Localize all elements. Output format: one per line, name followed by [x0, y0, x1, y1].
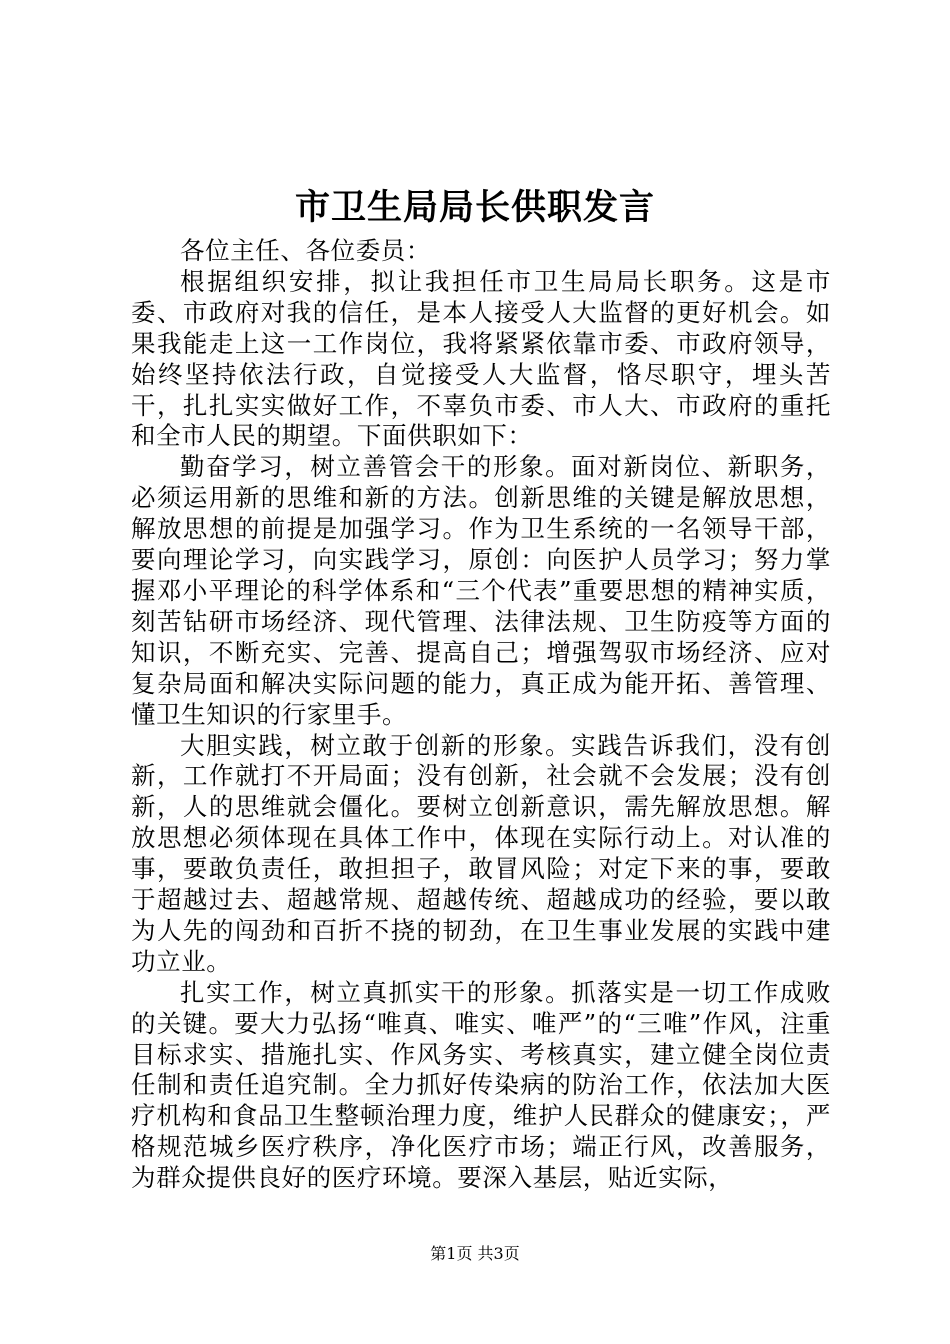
document-title: 市卫生局局长供职发言	[294, 187, 655, 228]
intro-paragraph: 根据组织安排，拟让我担任市卫生局局长职务。这是市委、市政府对我的信任，是本人接受人大监督的更好机会。如果我能走上这一工作岗位，我将紧紧依靠市委、市政府领导，始终坚持依法行政，自觉接受人大监督，恪尽职守，埋头苦干，扎扎实实做好工作，不辜负市委、市人大、市政府的重托和全市人民的期望。下面供职如下：	[131, 266, 831, 451]
study-paragraph: 勤奋学习，树立善管会干的形象。面对新岗位、新职务，必须运用新的思维和新的方法。创新思维的关键是解放思想，解放思想的前提是加强学习。作为卫生系统的一名领导干部，要向理论学习，向实践学习，原创：向医护人员学习；努力掌握邓小平理论的科学体系和“三个代表”重要思想的精神实质，刻苦钻研市场经济、现代管理、法律法规、卫生防疫等方面的知识，不断充实、完善、提高自己；增强驾驭市场经济、应对复杂局面和解决实际问题的能力，真正成为能开拓、善管理、懂卫生知识的行家里手。	[131, 452, 831, 729]
salutation-paragraph: 各位主任、各位委员：	[180, 236, 431, 265]
document-body	[131, 236, 831, 1194]
innovation-paragraph: 大胆实践，树立敢于创新的形象。实践告诉我们，没有创新，工作就打不开局面；没有创新，社会就不会发展；没有创新，人的思维就会僵化。要树立创新意识，需先解放思想。解放思想必须体现在具体工作中，体现在实际行动上。对认准的事，要敢负责任，敢担担子，敢冒风险；对定下来的事，要敢于超越过去、超越常规、超越传统、超越成功的经验，要以敢为人先的闯劲和百折不挠的韧劲，在卫生事业发展的实践中建功立业。	[131, 730, 831, 976]
work-paragraph: 扎实工作，树立真抓实干的形象。抓落实是一切工作成败的关键。要大力弘扬“唯真、唯实、唯严”的“三唯”作风，注重目标求实、措施扎实、作风务实、考核真实，建立健全岗位责任制和责任追究制。全力抓好传染病的防治工作，依法加大医疗机构和食品卫生整顿治理力度，维护人民群众的健康安；，严格规范城乡医疗秩序，净化医疗市场；端正行风，改善服务，为群众提供良好的医疗环境。要深入基层，贴近实际，	[131, 977, 831, 1193]
page-number: 第1页 共3页	[430, 1244, 520, 1263]
